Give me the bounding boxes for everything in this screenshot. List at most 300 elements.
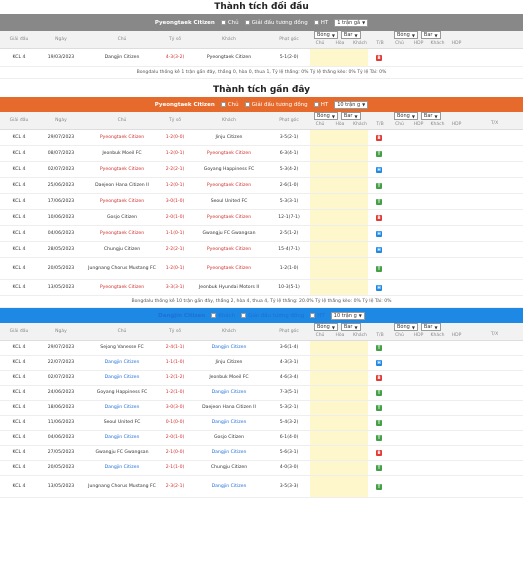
odds-highlight — [310, 446, 368, 460]
cell-date: 28/05/2023 — [47, 246, 75, 252]
result-badge: B — [377, 54, 381, 60]
cell-home-team[interactable]: Goyang Happiness FC — [96, 390, 148, 396]
summary-text: Bongdalu thống kê 1 trận gần đây, thắng 0, hòa 0, thua 1, Tỷ lệ thắng: 0% Tỷ lệ thắng kèo: 0% Tỷ lệ Tài: 0% — [0, 67, 523, 79]
odds-select-b-1[interactable] — [421, 31, 441, 39]
odds-select-value: Bóng — [397, 32, 410, 39]
cell-odds — [310, 178, 390, 193]
cell-corners: 5-3(2-1) — [279, 405, 299, 411]
cell-date: 18/06/2023 — [47, 405, 75, 411]
cell-odds — [310, 146, 390, 161]
cell-league: KCL 4 — [12, 150, 26, 156]
odds-highlight — [310, 371, 368, 385]
cell-away-team[interactable]: Daejeon Hana Citizen II — [202, 405, 256, 411]
cell-league: KCL 4 — [12, 390, 26, 396]
filter-half-time[interactable] — [314, 20, 329, 26]
odds-col-o8: HDP — [451, 122, 462, 128]
cell-league: KCL 4 — [12, 420, 26, 426]
cell-odds — [310, 431, 390, 445]
filter-home-away[interactable] — [221, 102, 239, 108]
match-count-select[interactable] — [334, 19, 368, 27]
odds-header-b — [390, 31, 466, 48]
header-away: Khách — [222, 37, 236, 42]
header-ht: Phạt góc — [279, 118, 299, 123]
cell-date: 29/07/2023 — [47, 345, 75, 351]
filter-same-league-checkbox[interactable] — [245, 20, 250, 25]
result-badge: B — [377, 450, 381, 456]
table-header — [0, 31, 523, 49]
cell-score: 2-1(0-0) — [165, 450, 185, 456]
result-badge: T — [377, 420, 381, 426]
filter-home-away-checkbox[interactable] — [221, 102, 226, 107]
cell-away-team[interactable]: Gosjo Citizen — [213, 435, 245, 441]
odds-select-value: Bar — [423, 113, 433, 120]
cell-away-team[interactable]: Jeonbuk Hyundai Motors II — [198, 284, 260, 290]
cell-date: 04/06/2023 — [47, 230, 75, 236]
cell-league: KCL 4 — [12, 214, 26, 220]
odds-selectors — [310, 31, 390, 40]
cell-corners: 4-0(3-0) — [279, 465, 299, 471]
cell-odds — [310, 371, 390, 385]
header-date: Ngày — [55, 329, 67, 334]
odds-select-a-1[interactable] — [341, 112, 361, 120]
cell-away-team[interactable]: Pyeongtaek Citizen — [206, 150, 252, 156]
header-tx: T/X — [490, 121, 499, 126]
cell-home-team[interactable]: Pyeongtaek Citizen — [99, 166, 145, 172]
filter-home-away-label: Chủ — [227, 19, 239, 26]
cell-date: 27/05/2023 — [47, 450, 75, 456]
cell-league: KCL 4 — [12, 54, 26, 60]
cell-league: KCL 4 — [12, 450, 26, 456]
filter-same-league[interactable] — [241, 313, 304, 319]
cell-score: 0-1(0-0) — [165, 420, 185, 426]
cell-league: KCL 4 — [12, 198, 26, 204]
filter-same-league[interactable] — [245, 102, 308, 108]
filter-same-league-label: Giải đấu tương đồng — [248, 312, 305, 319]
filter-home-away[interactable] — [211, 313, 235, 319]
cell-date: 24/06/2023 — [47, 390, 75, 396]
table-row[interactable] — [0, 194, 523, 210]
table-row[interactable] — [0, 371, 523, 386]
cell-corners: 4-3(3-1) — [279, 360, 299, 366]
result-badge: H — [377, 230, 381, 236]
cell-score: 3-3(3-1) — [165, 284, 185, 290]
cell-away-team[interactable]: Goyang Happiness FC — [203, 166, 255, 172]
odds-col-o4: T/B — [376, 333, 384, 339]
table-row[interactable] — [0, 401, 523, 416]
cell-corners: 5-6(3-1) — [279, 450, 299, 456]
odds-select-b-1[interactable] — [421, 323, 441, 331]
table-row[interactable] — [0, 242, 523, 258]
result-badge: T — [377, 435, 381, 441]
header-date: Ngày — [55, 118, 67, 123]
cell-odds — [310, 386, 390, 400]
cell-home-team[interactable]: Pyeongtaek Citizen — [99, 198, 145, 204]
cell-date: 02/07/2023 — [47, 166, 75, 172]
odds-select-value: Bóng — [397, 324, 410, 331]
cell-score: 2-1(1-0) — [165, 465, 185, 471]
cell-league: KCL 4 — [12, 230, 26, 236]
table-row[interactable] — [0, 49, 523, 67]
cell-home-team[interactable]: Pyeongtaek Citizen — [99, 134, 145, 140]
cell-score: 2-0(1-0) — [165, 214, 185, 220]
cell-corners: 12-1(7-1) — [278, 214, 300, 220]
odds-select-a-0[interactable] — [314, 323, 338, 331]
cell-away-team[interactable]: Jeonbuk Moeil FC — [209, 375, 249, 381]
odds-col-o4: T/B — [376, 122, 384, 128]
odds-select-a-0[interactable] — [314, 112, 338, 120]
cell-home-team[interactable]: Dangjin Citizen — [104, 435, 140, 441]
odds-labels — [310, 121, 390, 130]
header-home: Chủ — [117, 37, 127, 42]
odds-col-o5: Chủ — [395, 333, 404, 339]
odds-col-o2: Hòa — [335, 122, 345, 128]
cell-league: KCL 4 — [12, 360, 26, 366]
filter-bar — [0, 14, 523, 31]
cell-home-team[interactable]: Pyeongtaek Citizen — [99, 230, 145, 236]
cell-away-team[interactable]: Dangjin Citizen — [211, 483, 247, 489]
match-count-select[interactable] — [331, 312, 365, 320]
cell-home-team[interactable]: Dangjin Citizen — [104, 405, 140, 411]
cell-league: KCL 4 — [12, 405, 26, 411]
header-score: Tỷ số — [169, 118, 181, 123]
odds-header-a — [310, 112, 390, 129]
cell-league: KCL 4 — [12, 375, 26, 381]
cell-corners: 5-1(2-0) — [279, 54, 299, 60]
match-count-value: 10 trận g — [333, 312, 357, 319]
odds-select-value: Bar — [423, 32, 433, 39]
chevron-down-icon: ▼ — [354, 324, 358, 330]
header-away: Khách — [222, 329, 236, 334]
header-tx: T/X — [490, 332, 499, 337]
team-name: Dangjin Citizen — [158, 312, 206, 319]
cell-score: 1-2(1-2) — [165, 375, 185, 381]
cell-date: 22/07/2023 — [47, 360, 75, 366]
cell-score: 1-2(1-0) — [165, 390, 185, 396]
cell-corners: 7-3(5-1) — [279, 390, 299, 396]
filter-half-time[interactable] — [314, 102, 329, 108]
result-badge: T — [377, 265, 381, 271]
cell-home-team[interactable]: Gwangju FC Gwangsan — [95, 450, 149, 456]
summary-text: Bongdalu thống kê 10 trận gần đây, thắng 2, hòa 4, thua 4, Tỷ lệ thắng: 20.0% Tỷ lệ thắng kèo: 0% Tỷ lệ Tài: 0% — [0, 296, 523, 308]
result-badge: B — [377, 134, 381, 140]
odds-col-o3: Khách — [353, 122, 367, 128]
odds-select-a-1[interactable] — [341, 323, 361, 331]
odds-select-value: Bóng — [317, 324, 330, 331]
filter-half-time-checkbox[interactable] — [310, 313, 315, 318]
cell-corners: 2-6(1-0) — [279, 182, 299, 188]
result-badge: T — [377, 198, 381, 204]
cell-date: 25/06/2023 — [47, 182, 75, 188]
cell-home-team[interactable]: Dangjin Citizen — [104, 360, 140, 366]
odds-highlight — [310, 476, 368, 497]
cell-score: 1-2(0-1) — [165, 182, 185, 188]
odds-select-value: Bóng — [397, 113, 410, 120]
cell-league: KCL 4 — [12, 246, 26, 252]
table-row[interactable] — [0, 146, 523, 162]
result-badge: T — [377, 483, 381, 489]
header-score: Tỷ số — [169, 37, 181, 42]
table-row[interactable] — [0, 356, 523, 371]
header-score: Tỷ số — [169, 329, 181, 334]
chevron-down-icon: ▼ — [362, 102, 366, 107]
cell-date: 29/07/2023 — [47, 134, 75, 140]
cell-away-team[interactable]: Jinju Citizen — [215, 134, 243, 140]
cell-away-team[interactable]: Pyeongtaek Citizen — [206, 246, 252, 252]
odds-highlight — [310, 130, 368, 145]
cell-corners: 3-6(1-4) — [279, 345, 299, 351]
odds-highlight — [310, 49, 368, 66]
cell-league: KCL 4 — [12, 182, 26, 188]
odds-highlight — [310, 194, 368, 209]
header-away: Khách — [222, 118, 236, 123]
table-row[interactable] — [0, 461, 523, 476]
cell-away-team[interactable]: Jinju Citizen — [215, 360, 243, 366]
odds-select-b-1[interactable] — [421, 112, 441, 120]
odds-select-value: Bóng — [317, 113, 330, 120]
table-header — [0, 112, 523, 130]
cell-odds — [310, 130, 390, 145]
cell-corners: 3-5(3-3) — [279, 483, 299, 489]
odds-col-o4: T/B — [376, 41, 384, 47]
cell-score: 1-2(0-1) — [165, 150, 185, 156]
filter-home-away-checkbox[interactable] — [221, 20, 226, 25]
cell-home-team[interactable]: Pyeongtaek Citizen — [99, 284, 145, 290]
cell-home-team[interactable]: Dangjin Citizen — [104, 54, 140, 60]
table-row[interactable] — [0, 226, 523, 242]
table-row[interactable] — [0, 386, 523, 401]
cell-date: 20/05/2023 — [47, 465, 75, 471]
cell-score: 1-1(1-0) — [165, 360, 185, 366]
cell-score: 4-3(3-2) — [165, 54, 185, 60]
odds-col-o3: Khách — [353, 333, 367, 339]
cell-odds — [310, 194, 390, 209]
filter-half-time-label: HT — [320, 101, 329, 108]
odds-col-o6: HDP — [413, 333, 424, 339]
cell-away-team[interactable]: Pyeongtaek Citizen — [206, 214, 252, 220]
cell-away-team[interactable]: Chungju Citizen — [210, 465, 248, 471]
filter-half-time-checkbox[interactable] — [314, 20, 319, 25]
cell-odds — [310, 446, 390, 460]
table-row[interactable] — [0, 162, 523, 178]
team-name: Pyeongtaek Citizen — [154, 101, 215, 108]
cell-league: KCL 4 — [12, 265, 26, 271]
match-count-select[interactable] — [334, 101, 368, 109]
filter-same-league[interactable] — [245, 20, 308, 26]
cell-home-team[interactable]: Chungju Citizen — [103, 246, 141, 252]
result-badge: T — [377, 465, 381, 471]
table-row[interactable] — [0, 210, 523, 226]
cell-odds — [310, 242, 390, 257]
header-date: Ngày — [55, 37, 67, 42]
odds-col-o1: Chủ — [315, 41, 325, 47]
cell-away-team[interactable]: Pyeongtaek Citizen — [206, 182, 252, 188]
cell-home-team[interactable]: Jungnang Chorus Mustang FC — [88, 483, 156, 489]
odds-col-o3: Khách — [353, 41, 367, 47]
odds-col-o1: Chủ — [315, 122, 325, 128]
cell-corners: 15-4(7-1) — [278, 246, 300, 252]
odds-select-value: Bar — [423, 324, 433, 331]
filter-home-away-checkbox[interactable] — [211, 313, 216, 318]
section-title: Thành tích gần đây — [213, 85, 310, 95]
cell-date: 10/06/2023 — [47, 214, 75, 220]
odds-select-value: Bar — [343, 32, 353, 39]
cell-odds — [310, 476, 390, 497]
table-row[interactable] — [0, 341, 523, 356]
odds-select-a-0[interactable] — [314, 31, 338, 39]
table-row[interactable] — [0, 280, 523, 296]
result-badge: B — [377, 375, 381, 381]
odds-highlight — [310, 242, 368, 257]
odds-labels — [390, 40, 466, 49]
cell-odds — [310, 416, 390, 430]
result-badge: T — [377, 390, 381, 396]
filter-half-time-checkbox[interactable] — [314, 102, 319, 107]
result-badge: H — [377, 166, 381, 172]
chevron-down-icon: ▼ — [331, 113, 335, 119]
table-row[interactable] — [0, 416, 523, 431]
odds-col-o5: Chủ — [395, 122, 404, 128]
result-badge: H — [377, 284, 381, 290]
odds-highlight — [310, 258, 368, 279]
odds-select-b-0[interactable] — [394, 112, 418, 120]
cell-away-team[interactable]: Seoul United FC — [210, 198, 248, 204]
odds-select-value: Bar — [343, 324, 353, 331]
odds-header-a — [310, 31, 390, 48]
cell-odds — [310, 49, 390, 66]
odds-select-b-0[interactable] — [394, 31, 418, 39]
result-badge: T — [377, 345, 381, 351]
odds-col-o6: HDP — [413, 122, 424, 128]
filter-same-league-label: Giải đấu tương đồng — [251, 19, 308, 26]
table-row[interactable] — [0, 258, 523, 280]
odds-header-a — [310, 323, 390, 340]
table-row[interactable] — [0, 446, 523, 461]
odds-labels — [390, 332, 466, 341]
result-badge: H — [377, 246, 381, 252]
odds-highlight — [310, 401, 368, 415]
cell-date: 13/05/2023 — [47, 483, 75, 489]
chevron-down-icon: ▼ — [331, 32, 335, 38]
cell-date: 08/07/2023 — [47, 150, 75, 156]
team-name: Pyeongtaek Citizen — [154, 19, 215, 26]
chevron-down-icon: ▼ — [354, 113, 358, 119]
result-badge: H — [377, 360, 381, 366]
cell-score: 1-2(0-0) — [165, 134, 185, 140]
filter-same-league-checkbox[interactable] — [245, 102, 250, 107]
odds-col-o6: HDP — [413, 41, 424, 47]
result-badge: B — [377, 214, 381, 220]
match-count-value: 10 trận g — [337, 101, 361, 108]
table-row[interactable] — [0, 431, 523, 446]
cell-corners: 4-6(3-4) — [279, 375, 299, 381]
odds-select-a-1[interactable] — [341, 31, 361, 39]
odds-highlight — [310, 341, 368, 355]
cell-league: KCL 4 — [12, 345, 26, 351]
cell-corners: 3-5(2-1) — [279, 134, 299, 140]
filter-half-time[interactable] — [310, 313, 325, 319]
cell-odds — [310, 210, 390, 225]
odds-col-o1: Chủ — [315, 333, 325, 339]
cell-home-team[interactable]: Dangjin Citizen — [104, 375, 140, 381]
odds-select-b-0[interactable] — [394, 323, 418, 331]
cell-away-team[interactable]: Pyeongtaek Citizen — [206, 54, 252, 60]
cell-home-team[interactable]: Gosjo Citizen — [106, 214, 138, 220]
cell-home-team[interactable]: Seoul United FC — [103, 420, 141, 426]
cell-corners: 1-2(1-0) — [279, 265, 299, 271]
cell-date: 04/06/2023 — [47, 435, 75, 441]
chevron-down-icon: ▼ — [358, 313, 362, 318]
cell-score: 3-0(1-0) — [165, 198, 185, 204]
cell-home-team[interactable]: Dangjin Citizen — [104, 465, 140, 471]
cell-away-team[interactable]: Dangjin Citizen — [211, 450, 247, 456]
cell-odds — [310, 356, 390, 370]
cell-home-team[interactable]: Jungnang Chorus Mustang FC — [88, 265, 156, 271]
cell-odds — [310, 461, 390, 475]
filter-bar — [0, 97, 523, 112]
cell-away-team[interactable]: Gwangju FC Gwangsan — [202, 230, 256, 236]
filter-half-time-label: HT — [317, 312, 325, 319]
cell-away-team[interactable]: Dangjin Citizen — [211, 345, 247, 351]
odds-highlight — [310, 461, 368, 475]
cell-score: 2-4(1-1) — [165, 345, 185, 351]
cell-score: 2-2(2-1) — [165, 246, 185, 252]
cell-score: 1-1(0-1) — [165, 230, 185, 236]
filter-home-away[interactable] — [221, 20, 239, 26]
odds-highlight — [310, 178, 368, 193]
odds-col-o2: Hòa — [335, 41, 345, 47]
cell-date: 17/06/2023 — [47, 198, 75, 204]
cell-corners: 6-1(4-0) — [279, 435, 299, 441]
odds-labels — [310, 40, 390, 49]
header-ht: Phạt góc — [279, 37, 299, 42]
table-row[interactable] — [0, 178, 523, 194]
cell-league: KCL 4 — [12, 465, 26, 471]
cell-odds — [310, 162, 390, 177]
filter-same-league-label: Giải đấu tương đồng — [251, 101, 308, 108]
cell-odds — [310, 258, 390, 279]
odds-labels — [390, 121, 466, 130]
chevron-down-icon: ▼ — [434, 113, 438, 119]
cell-away-team[interactable]: Pyeongtaek Citizen — [206, 265, 252, 271]
odds-highlight — [310, 416, 368, 430]
cell-odds — [310, 280, 390, 295]
table-row[interactable] — [0, 130, 523, 146]
chevron-down-icon: ▼ — [411, 32, 415, 38]
odds-highlight — [310, 146, 368, 161]
cell-away-team[interactable]: Dangjin Citizen — [211, 420, 247, 426]
table-row[interactable] — [0, 476, 523, 498]
chevron-down-icon: ▼ — [411, 324, 415, 330]
chevron-down-icon: ▼ — [434, 32, 438, 38]
header-league: Giải đấu — [9, 329, 29, 334]
cell-league: KCL 4 — [12, 284, 26, 290]
cell-home-team[interactable]: Sejong Vanesse FC — [100, 345, 144, 351]
odds-highlight — [310, 386, 368, 400]
cell-odds — [310, 341, 390, 355]
filter-same-league-checkbox[interactable] — [241, 313, 246, 318]
cell-home-team[interactable]: Daejeon Hana Citizen II — [95, 182, 149, 188]
chevron-down-icon: ▼ — [354, 32, 358, 38]
cell-away-team[interactable]: Dangjin Citizen — [211, 390, 247, 396]
cell-odds — [310, 226, 390, 241]
chevron-down-icon: ▼ — [331, 324, 335, 330]
chevron-down-icon: ▼ — [434, 324, 438, 330]
cell-score: 1-2(0-1) — [165, 265, 185, 271]
cell-league: KCL 4 — [12, 134, 26, 140]
cell-home-team[interactable]: Jeonbuk Moeil FC — [102, 150, 142, 156]
odds-col-o8: HDP — [451, 333, 462, 339]
odds-col-o7: Khách — [430, 41, 445, 47]
